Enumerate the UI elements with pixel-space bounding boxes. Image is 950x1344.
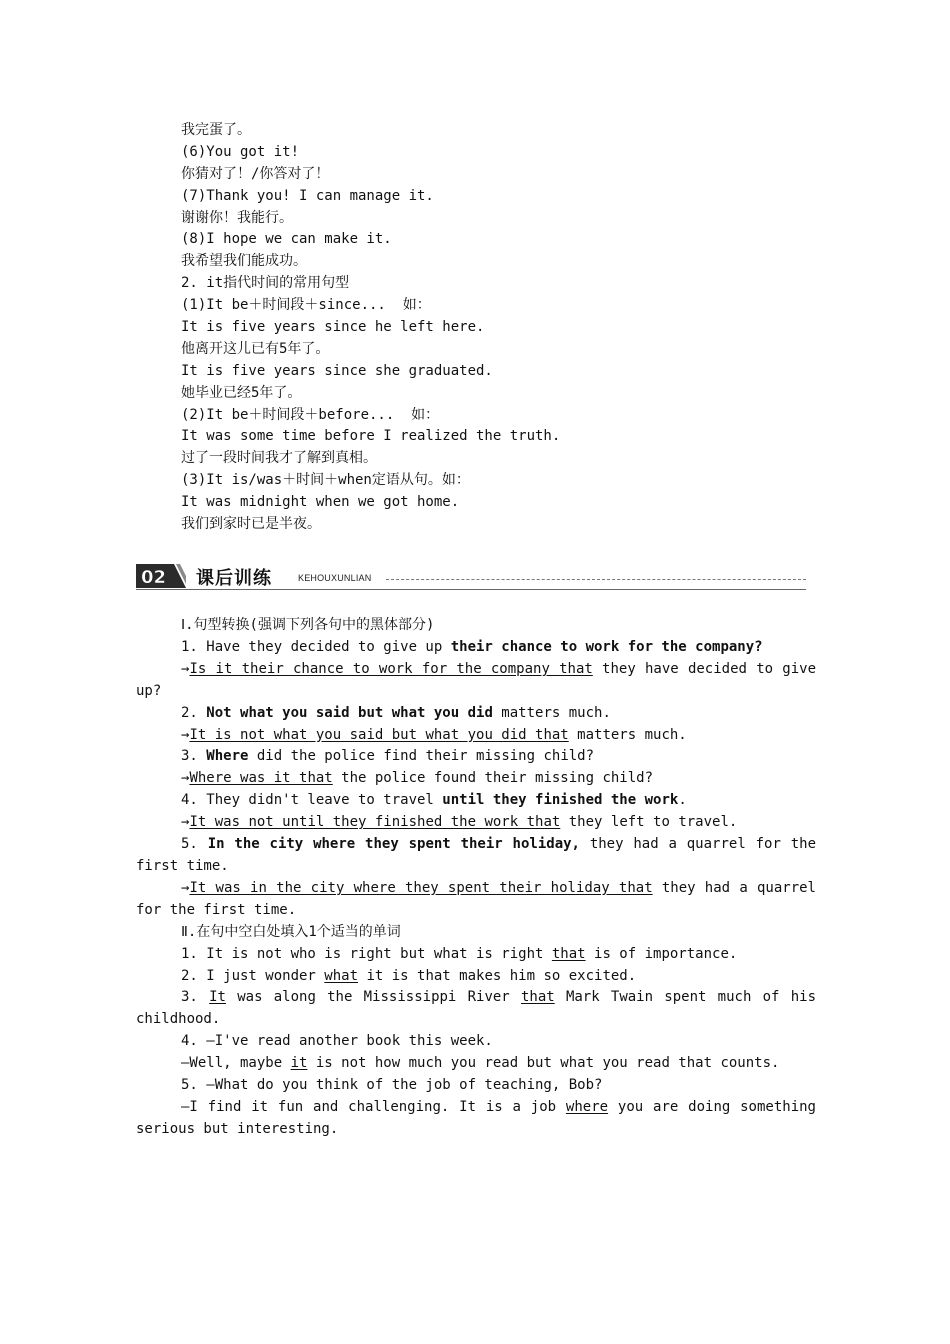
header-rule	[136, 589, 806, 590]
dashed-divider	[386, 579, 806, 580]
text-line: It is five years since he left here.	[181, 319, 485, 336]
text-line: It was some time before I realized the truth.	[181, 428, 561, 445]
text-line: (7)Thank you! I can manage it.	[181, 187, 434, 204]
answer-blank: It is not what you said but what you did that	[189, 726, 569, 743]
question-line: 1. Have they decided to give up their chance to work for the company?	[181, 638, 763, 655]
answer-blank: it	[290, 1055, 308, 1072]
answer-blank: It was in the city where they spent their holiday that	[189, 879, 653, 896]
answer-blank: what	[324, 967, 359, 984]
text-line: (2)It be＋时间段＋before... 如：	[181, 406, 440, 423]
answer-line: →Where was it that the police found their missing child?	[181, 770, 654, 787]
text-line: (6)You got it!	[181, 143, 300, 160]
text-line: 你猜对了！/你答对了！	[181, 165, 330, 182]
question-line: 2. I just wonder what it is that makes him so excited.	[181, 967, 637, 984]
answer-blank: It	[209, 989, 226, 1006]
answer-line: →It was not until they finished the work that they left to travel.	[181, 814, 738, 831]
text-line: 过了一段时间我才了解到真相。	[181, 450, 377, 467]
text-line: It is five years since she graduated.	[181, 362, 493, 379]
answer-blank: that	[551, 945, 586, 962]
bold-target: their chance to work for the company?	[450, 638, 763, 655]
text-line: It was midnight when we got home.	[181, 494, 460, 511]
bold-target: Where	[206, 748, 249, 765]
question-line: 5. In the city where they spent their holiday, they had a quarrel for the first time.	[136, 836, 816, 874]
question-line: 4. They didn't leave to travel until they finished the work.	[181, 792, 687, 809]
answer-blank: Where was it that	[189, 770, 333, 787]
answer-line: →It is not what you said but what you did that matters much.	[181, 726, 687, 743]
text-line: (3)It is/was＋时间＋when定语从句。如：	[181, 472, 470, 489]
question-line: —I find it fun and challenging. It is a job where you are doing something serious but interesting.	[136, 1098, 816, 1137]
section-number-badge	[136, 564, 186, 588]
question-line: 3. It was along the Mississippi River that Mark Twain spent much of his childhood.	[136, 989, 816, 1028]
text-line: 我希望我们能成功。	[181, 253, 307, 270]
text-line: (8)I hope we can make it.	[181, 231, 392, 248]
text-line: 我们到家时已是半夜。	[181, 516, 321, 533]
answer-blank: that	[520, 989, 555, 1006]
section-title: 课后训练	[196, 568, 272, 589]
question-line: —Well, maybe it is not how much you read but what you read that counts.	[181, 1055, 780, 1072]
text-line: 他离开这儿已有5年了。	[181, 340, 330, 357]
part1-heading: Ⅰ.句型转换(强调下列各句中的黑体部分)	[181, 617, 435, 633]
section-number: 02	[141, 567, 167, 588]
question-line: 1. It is not who is right but what is right that is of importance.	[181, 945, 738, 962]
answer-line: →Is it their chance to work for the company that they have decided to give up?	[136, 660, 816, 699]
question-line: 3. Where did the police find their missing child?	[181, 748, 595, 765]
answer-blank: It was not until they finished the work that	[189, 814, 561, 831]
bold-target: Not what you said but what you did	[206, 704, 493, 721]
question-line: 2. Not what you said but what you did matters much.	[181, 704, 611, 721]
answer-blank: Is it their chance to work for the company that	[189, 660, 593, 677]
section-header	[136, 563, 806, 593]
part2-heading: Ⅱ.在句中空白处填入1个适当的单词	[181, 923, 401, 940]
question-line: 4. —I've read another book this week.	[181, 1033, 493, 1050]
question-line: 5. —What do you think of the job of teaching, Bob?	[181, 1077, 603, 1094]
previous-notes	[181, 120, 821, 536]
section-subtitle: KEHOUXUNLIAN	[298, 573, 372, 583]
bold-target: In the city where they spent their holiday,	[207, 836, 580, 853]
text-line: 2. it指代时间的常用句型	[181, 275, 350, 292]
bold-target: until they finished the work	[442, 792, 679, 809]
text-line: 她毕业已经5年了。	[181, 384, 302, 401]
answer-line: →It was in the city where they spent their holiday that they had a quarrel for the first time.	[136, 879, 816, 918]
exercises	[136, 615, 816, 1141]
text-line: 谢谢你！我能行。	[181, 209, 293, 226]
text-line: 我完蛋了。	[181, 122, 251, 138]
answer-blank: where	[565, 1098, 609, 1115]
text-line: (1)It be＋时间段＋since... 如：	[181, 297, 431, 314]
